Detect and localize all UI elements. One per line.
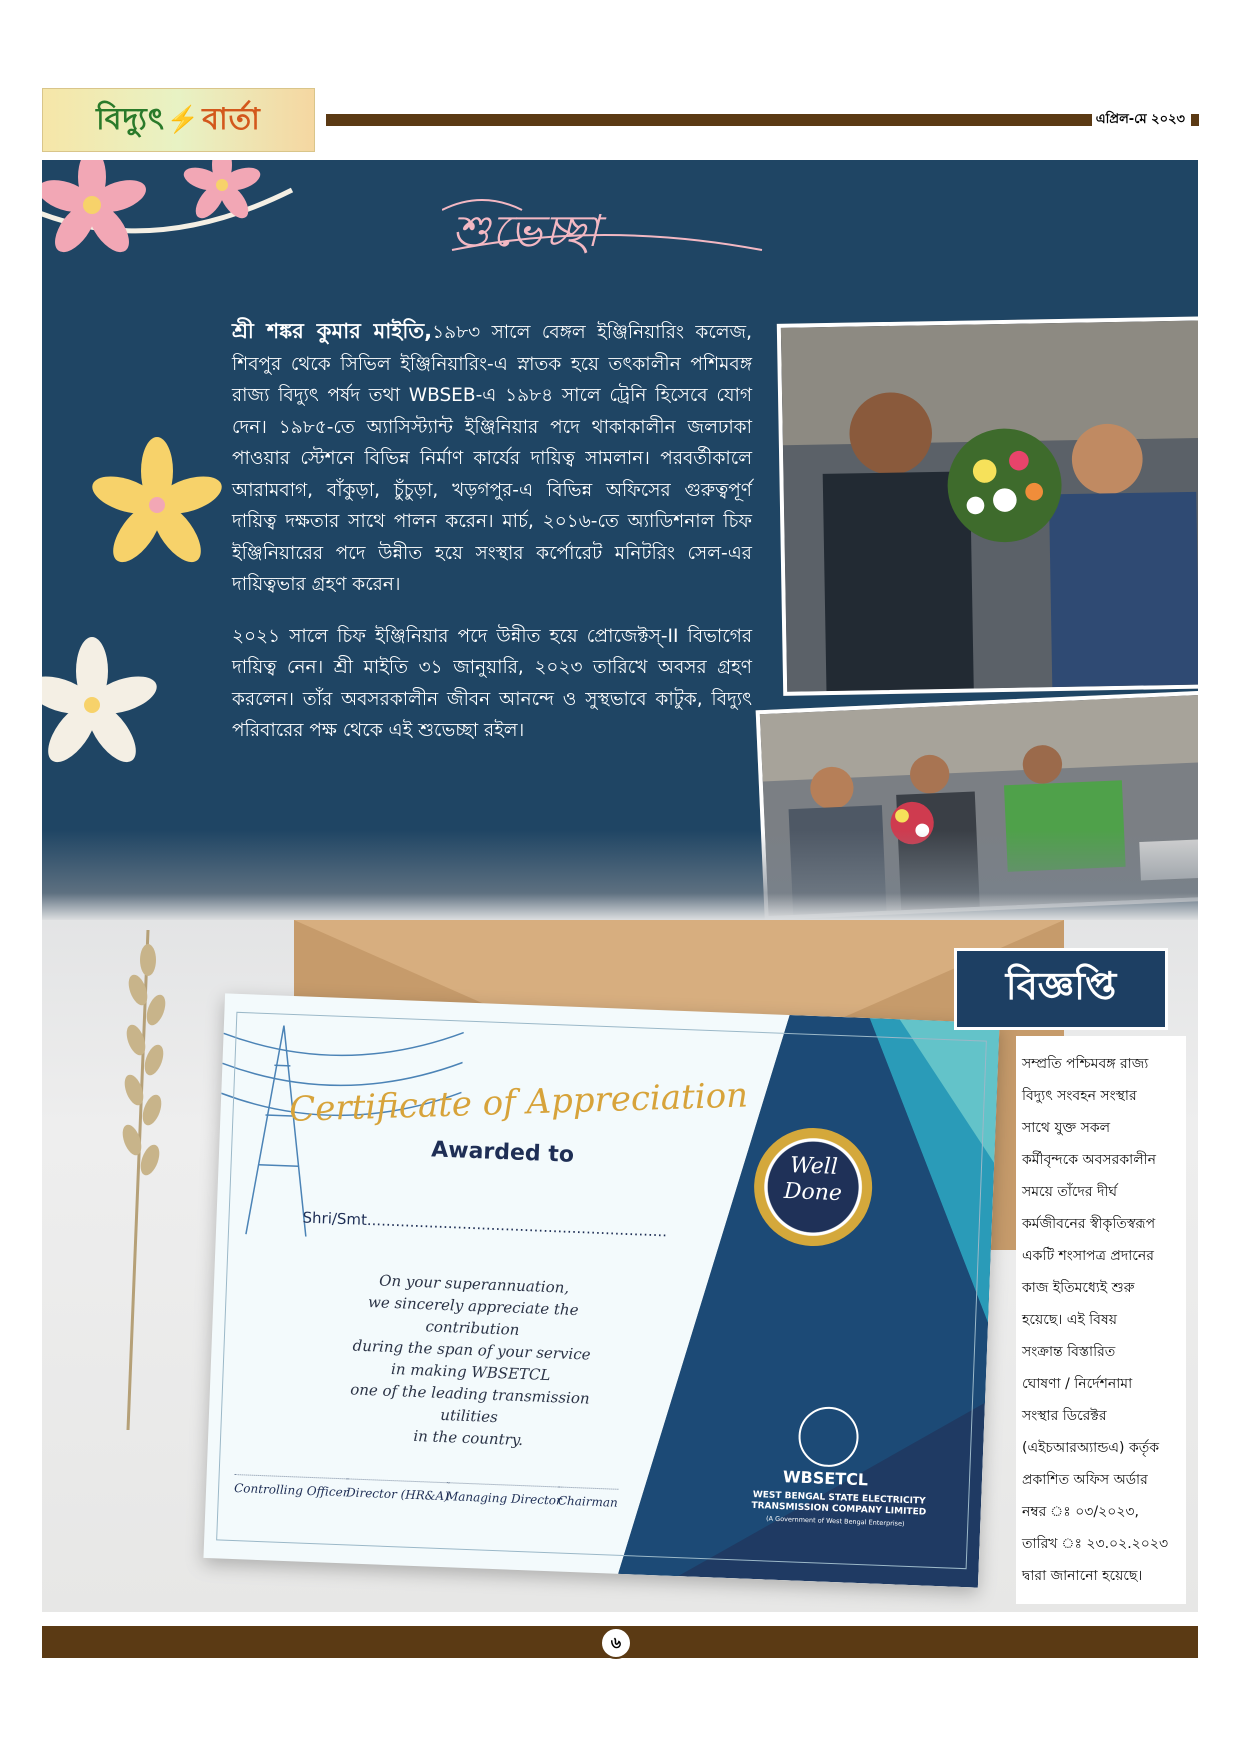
notice-heading: বিজ্ঞপ্তি	[954, 948, 1168, 1030]
masthead-logo	[42, 88, 315, 152]
felicitation-photo-1	[777, 316, 1198, 696]
signatory-managing-director: Managing Director	[446, 1482, 563, 1507]
signatory-director-hra: Director (HR&A)	[346, 1478, 450, 1503]
organization-note: (A Government of West Bengal Enterprise)	[765, 1514, 905, 1528]
certificate-subtitle: Awarded to	[430, 1137, 575, 1168]
masthead-title-left: বিদ্যুৎ	[96, 101, 165, 137]
retiree-biography	[232, 316, 752, 747]
page-header	[0, 88, 1241, 156]
wheat-stalk-decoration	[108, 930, 188, 1430]
notice-body: সম্প্রতি পশ্চিমবঙ্গ রাজ্য বিদ্যুৎ সংবহন সংস্থার সাথে যুক্ত সকল কর্মীবৃন্দকে অবসরকালীন সময়ে তাঁদের দীর্ঘ কর্মজীবনের স্বীকৃতিস্বরূপ একটি শংসাপত্র প্রদানের কাজ ইতিমধ্যেই শুরু হয়েছে। এই বিষয় সংক্রান্ত বিস্তারিত ঘোষণা / নির্দেশনামা সংস্থার ডিরেক্টর (এইচআরঅ্যান্ডএ) কর্তৃক প্রকাশিত অফিস অর্ডার নম্বর ঃ ০৩/২০২৩, তারিখ ঃ ২৩.০২.২০২৩ দ্বারা জানানো হয়েছে।	[1022, 1056, 1169, 1584]
organization-short-name: WBSETCL	[782, 1467, 869, 1490]
flower-decoration-left-white	[42, 630, 172, 780]
lightning-icon: ⚡	[166, 105, 201, 135]
certificate-name-line: Shri/Smt...............................................................	[302, 1208, 668, 1241]
issue-date: এপ্রিল-মে ২০২৩	[1092, 114, 1189, 126]
signatory-chairman: Chairman	[558, 1486, 619, 1509]
signatory-controlling-officer: Controlling Officer	[234, 1474, 349, 1499]
certificate-of-appreciation	[203, 993, 999, 1587]
greeting-panel	[42, 160, 1198, 920]
biography-paragraph-2: ২০২১ সালে চিফ ইঞ্জিনিয়ার পদে উন্নীত হয়ে প্রোজেক্টস্-II বিভাগের দায়িত্ব নেন। শ্রী মাইতি ৩১ জানুয়ারি, ২০২৩ তারিখে অবসর গ্রহণ করলেন। তাঁর অবসরকালীন জীবন আনন্দে ও সুস্থভাবে কাটুক, বিদ্যুৎ পরিবারের পক্ষ থেকে এই শুভেচ্ছা রইল।	[232, 625, 752, 741]
retiree-name: শ্রী শঙ্কর কুমার মাইতি,	[232, 319, 433, 343]
header-rule	[326, 114, 1126, 126]
seal-text: Well Done	[783, 1153, 843, 1207]
certificate-body: On your superannuation, we sincerely appreciate the contribution during the span of your service in making WBSETCL one of the leading transmission utilities in the country.	[349, 1271, 591, 1450]
certificate-title: Certificate of Appreciation	[288, 1075, 749, 1130]
flower-decoration-left-yellow	[82, 430, 232, 580]
masthead-title-right: বার্তা	[202, 101, 261, 137]
organization-full-name: WEST BENGAL STATE ELECTRICITY TRANSMISSION COMPANY LIMITED	[751, 1489, 927, 1518]
greeting-title: শুভেচ্ছা	[452, 206, 601, 257]
page-number: ৬	[600, 1627, 632, 1659]
header-rule-end	[1191, 114, 1199, 126]
biography-paragraph-1: ১৯৮৩ সালে বেঙ্গল ইঞ্জিনিয়ারিং কলেজ, শিবপুর থেকে সিভিল ইঞ্জিনিয়ারিং-এ স্নাতক হয়ে তৎকালীন পশিমবঙ্গ রাজ্য বিদ্যুৎ পর্ষদ তথা WBSEB-এ ১৯৮৪ সালে ট্রেনি হিসেবে যোগ দেন। ১৯৮৫-তে অ্যাসিস্ট্যান্ট ইঞ্জিনিয়ার পদে থাকাকালীন জলঢাকা পাওয়ার স্টেশনে বিভিন্ন নির্মাণ কার্যের দায়িত্ব সামলান। পরবর্তীকালে আরামবাগ, বাঁকুড়া, চুঁচুড়া, খড়গপুর-এ বিভিন্ন অফিসের গুরুত্বপূর্ণ দায়িত্ব দক্ষতার সাথে পালন করেন। মার্চ, ২০১৬-তে অ্যাডিশনাল চিফ ইঞ্জিনিয়ারের পদে উন্নীত হয়ে সংস্থার কর্পোরেট মনিটরিং সেল-এর দায়িত্বভার গ্রহণ করেন।	[232, 322, 752, 595]
flower-decoration-top-left	[42, 160, 332, 290]
